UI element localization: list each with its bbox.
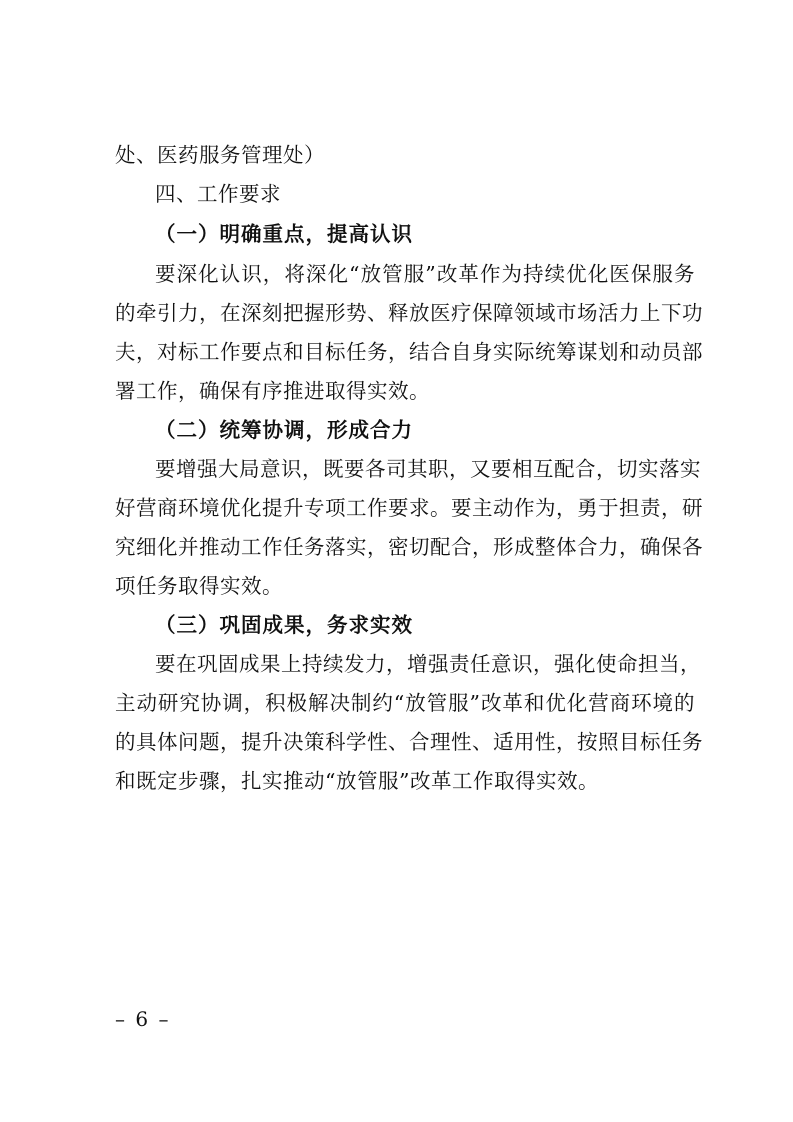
subsection-heading-3: （三）巩固成果，务求实效: [155, 613, 413, 637]
paragraph-line: 究细化并推动工作任务落实，密切配合，形成整体合力，确保各: [115, 535, 703, 559]
section-heading: 四、工作要求: [155, 182, 281, 206]
paragraph-line: 的牵引力，在深刻把握形势、释放医疗保障领域市场活力上下功: [115, 301, 703, 325]
paragraph-line: 夫，对标工作要点和目标任务，结合自身实际统筹谋划和动员部: [115, 340, 703, 364]
subsection-heading-1: （一）明确重点，提高认识: [155, 222, 413, 246]
paragraph-line: 主动研究协调，积极解决制约“放管服”改革和优化营商环境的: [115, 691, 695, 715]
paragraph-line: 要在巩固成果上持续发力，增强责任意识，强化使命担当，: [155, 652, 701, 676]
page-number: – 6 –: [115, 1007, 171, 1031]
paragraph-line: 署工作，确保有序推进取得实效。: [115, 379, 430, 403]
continuation-text: 处、医药服务管理处）: [115, 143, 325, 167]
subsection-heading-2: （二）统筹协调，形成合力: [155, 418, 413, 442]
paragraph-line: 要增强大局意识，既要各司其职，又要相互配合，切实落实: [155, 457, 701, 481]
paragraph-line: 要深化认识，将深化“放管服”改革作为持续优化医保服务: [155, 262, 695, 286]
paragraph-line: 好营商环境优化提升专项工作要求。要主动作为，勇于担责，研: [115, 496, 703, 520]
paragraph-line: 的具体问题，提升决策科学性、合理性、适用性，按照目标任务: [115, 730, 703, 754]
paragraph-line: 项任务取得实效。: [115, 574, 283, 598]
paragraph-line: 和既定步骤，扎实推动“放管服”改革工作取得实效。: [115, 769, 599, 793]
